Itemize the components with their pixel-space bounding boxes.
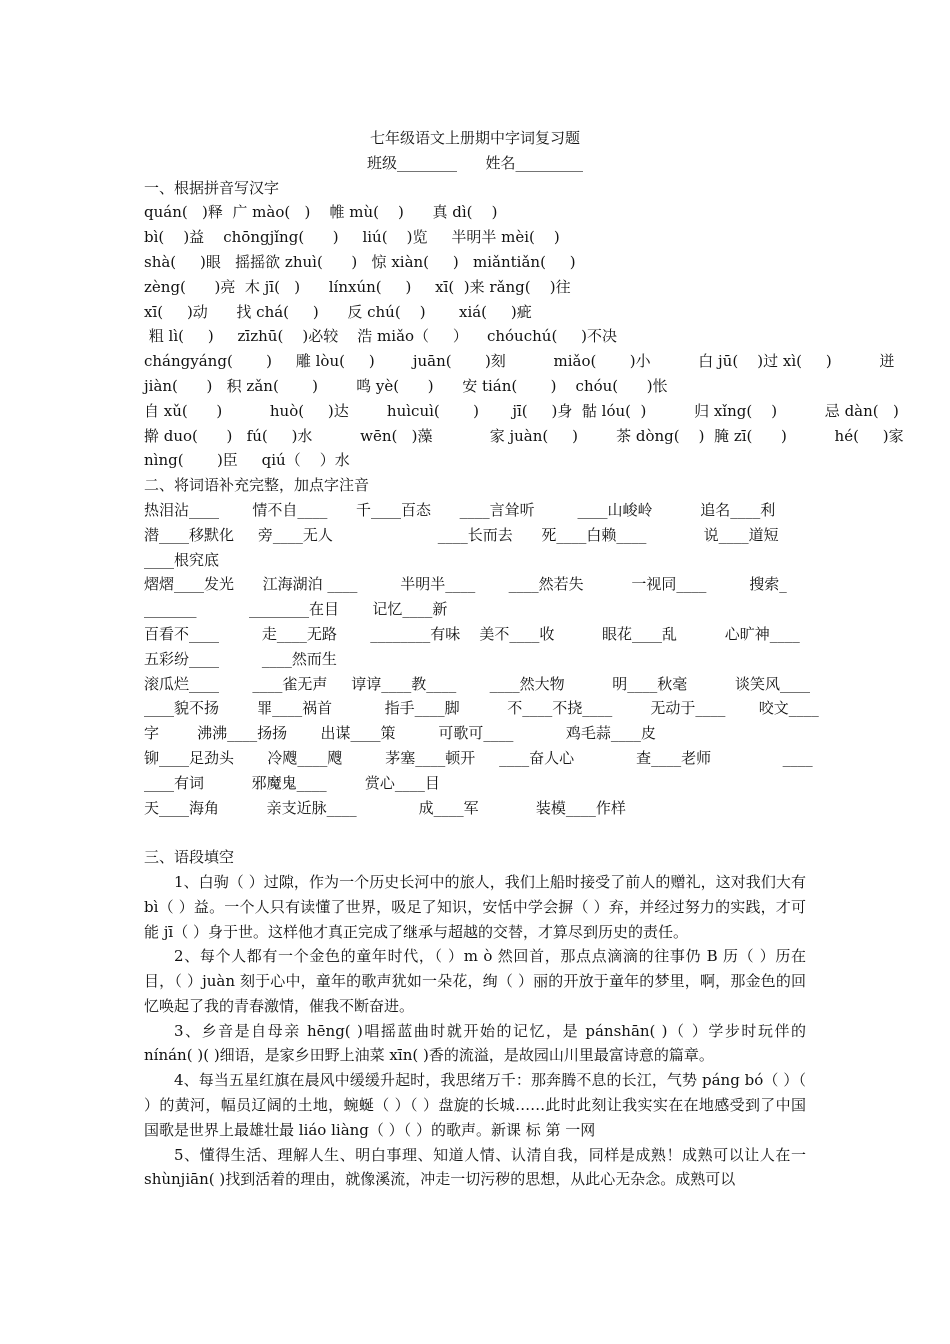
pinyin-line: jiàn( ) 积 zǎn( ) 鸣 yè( ) 安 tián( ) chóu( )怅 <box>144 376 668 395</box>
idiom-line: ____有词 邪魔鬼____ 赏心____目 <box>144 773 440 792</box>
section-1-heading: 一、根据拼音写汉字 <box>144 178 280 197</box>
idiom-line: ____貌不扬 罪____祸首 指手____脚 不____不挠____ 无动于____ 咬文____ <box>144 699 819 718</box>
pinyin-line: 自 xǔ( ) huò( )达 huìcuì( ) jī( )身 骷 lóu( ) 归 xǐng( ) 忌 dàn( ) <box>144 401 899 420</box>
pinyin-line: xī( )动 找 chá( ) 反 chú( ) xiá( )疵 <box>144 302 532 321</box>
idiom-line: 五彩纷____ ____然而生 <box>144 649 337 668</box>
class-name-line: 班级________ 姓名_________ <box>366 153 584 172</box>
idiom-line: 熠熠____发光 江海湖泊 ____ 半明半____ ____然若失 一视同____ 搜索_ <box>144 575 787 594</box>
section-3-heading: 三、语段填空 <box>144 848 235 867</box>
document-page <box>144 126 904 1192</box>
idiom-line: 字 沸沸____扬扬 出谋____策 可歌可____ 鸡毛蒜____皮 <box>144 724 656 743</box>
idiom-line: ____根究底 <box>144 550 220 569</box>
section-2-heading: 二、将词语补充完整，加点字注音 <box>144 476 370 495</box>
pinyin-line: shà( )眼 摇摇欲 zhuì( ) 惊 xiàn( ) miǎntiǎn( ) <box>144 252 576 271</box>
idiom-line: _______ ________在目 记忆____新 <box>144 600 448 619</box>
spacer <box>144 820 806 845</box>
pinyin-line: bì( )益 chōngjǐng( ) liú( )览 半明半 mèi( ) <box>144 228 560 247</box>
idiom-line: 热泪沾____ 情不自____ 千____百态 ____言耸听 ____山峻岭 追名____利 <box>144 500 776 519</box>
section-1-pinyin-lines <box>144 200 904 473</box>
pinyin-line: 擀 duo( ) fú( )水 wēn( )藻 家 juàn( ) 茶 dòng( ) 腌 zī( ) hé( )家 <box>144 426 904 445</box>
pinyin-line: 粗 lì( ) zīzhū( )必较 浩 miǎo（ ） chóuchú( )不决 <box>144 327 617 346</box>
passage-paragraph: 4、每当五星红旗在晨风中缓缓升起时，我思绪万千：那奔腾不息的长江，气势 páng bó（ ）（ ）的黄河，幅员辽阔的土地，蜿蜒（ ）（ ）盘旋的长城……此时此刻让我实实在在地感受到了中国国歌是世界上最雄壮最 liáo liàng（ ）（ ）的歌声。新课 标 第 一网 <box>144 1071 806 1139</box>
idiom-line: 天____海角 亲支近脉____ 成____军 装模____作样 <box>144 798 626 817</box>
passage-paragraph: 2、每个人都有一个金色的童年时代，（ ）m ò 然回首，那点点滴滴的往事仍 B 历（ ）历在目，（ ）juàn 刻于心中，童年的歌声犹如一朵花，绚（ ）丽的开放于童年的梦里，啊，那金色的回忆唤起了我的青春激情，催我不断奋进。 <box>144 947 806 1015</box>
idiom-line: 滚瓜烂____ ____雀无声 谆谆____教____ ____然大物 明____秋毫 谈笑风____ <box>144 674 810 693</box>
passage-paragraph: 5、懂得生活、理解人生、明白事理、知道人情、认清自我，同样是成熟！成熟可以让人在一 shùnjiān( )找到活着的理由，就像溪流，冲走一切污秽的思想，从此心无杂念。成熟可以 <box>144 1145 806 1189</box>
pinyin-line: zèng( )亮 木 jī( ) línxún( ) xī( )来 rǎng( )往 <box>144 277 571 296</box>
document-title: 七年级语文上册期中字词复习题 <box>369 129 580 147</box>
idiom-line: 潜____移默化 旁____无人 ____长而去 死____白赖____ 说____道短 <box>144 525 779 544</box>
idiom-line: 铆____足劲头 冷飕____飕 茅塞____顿开 ____奋人心 查____老师 ____ <box>144 748 813 767</box>
pinyin-line: chángyáng( ) 雕 lòu( ) juān( )刻 miǎo( )小 白 jū( )过 xì( ) 迸 <box>144 352 895 371</box>
pinyin-line: nìng( )臣 qiú（ ）水 <box>144 451 350 470</box>
pinyin-line: quán( )释 广 mào( ) 帷 mù( ) 真 dì( ) <box>144 203 498 222</box>
passage-paragraph: 1、白驹（ ）过隙，作为一个历史长河中的旅人，我们上船时接受了前人的赠礼，这对我们大有 bì（ ）益。一个人只有读懂了世界，吸足了知识，安恬中学会摒（ ）弃，并经过努力的实践，才可能 jī（ ）身于世。这样他才真正完成了继承与超越的交替，才算尽到历史的责任。 <box>144 872 806 941</box>
idiom-line: 百看不____ 走____无路 ________有味 美不____收 眼花____乱 心旷神____ <box>144 624 800 643</box>
section-2-idiom-lines <box>144 498 819 820</box>
section-3-paragraphs <box>144 870 806 1192</box>
passage-paragraph: 3、乡音是自母亲 hēng( )唱摇蓝曲时就开始的记忆，是 pánshān( )（ ）学步时玩伴的 nínán( )( )细语，是家乡田野上油菜 xīn( )香的流溢，是故园山川里最富诗意的篇章。 <box>144 1021 806 1065</box>
